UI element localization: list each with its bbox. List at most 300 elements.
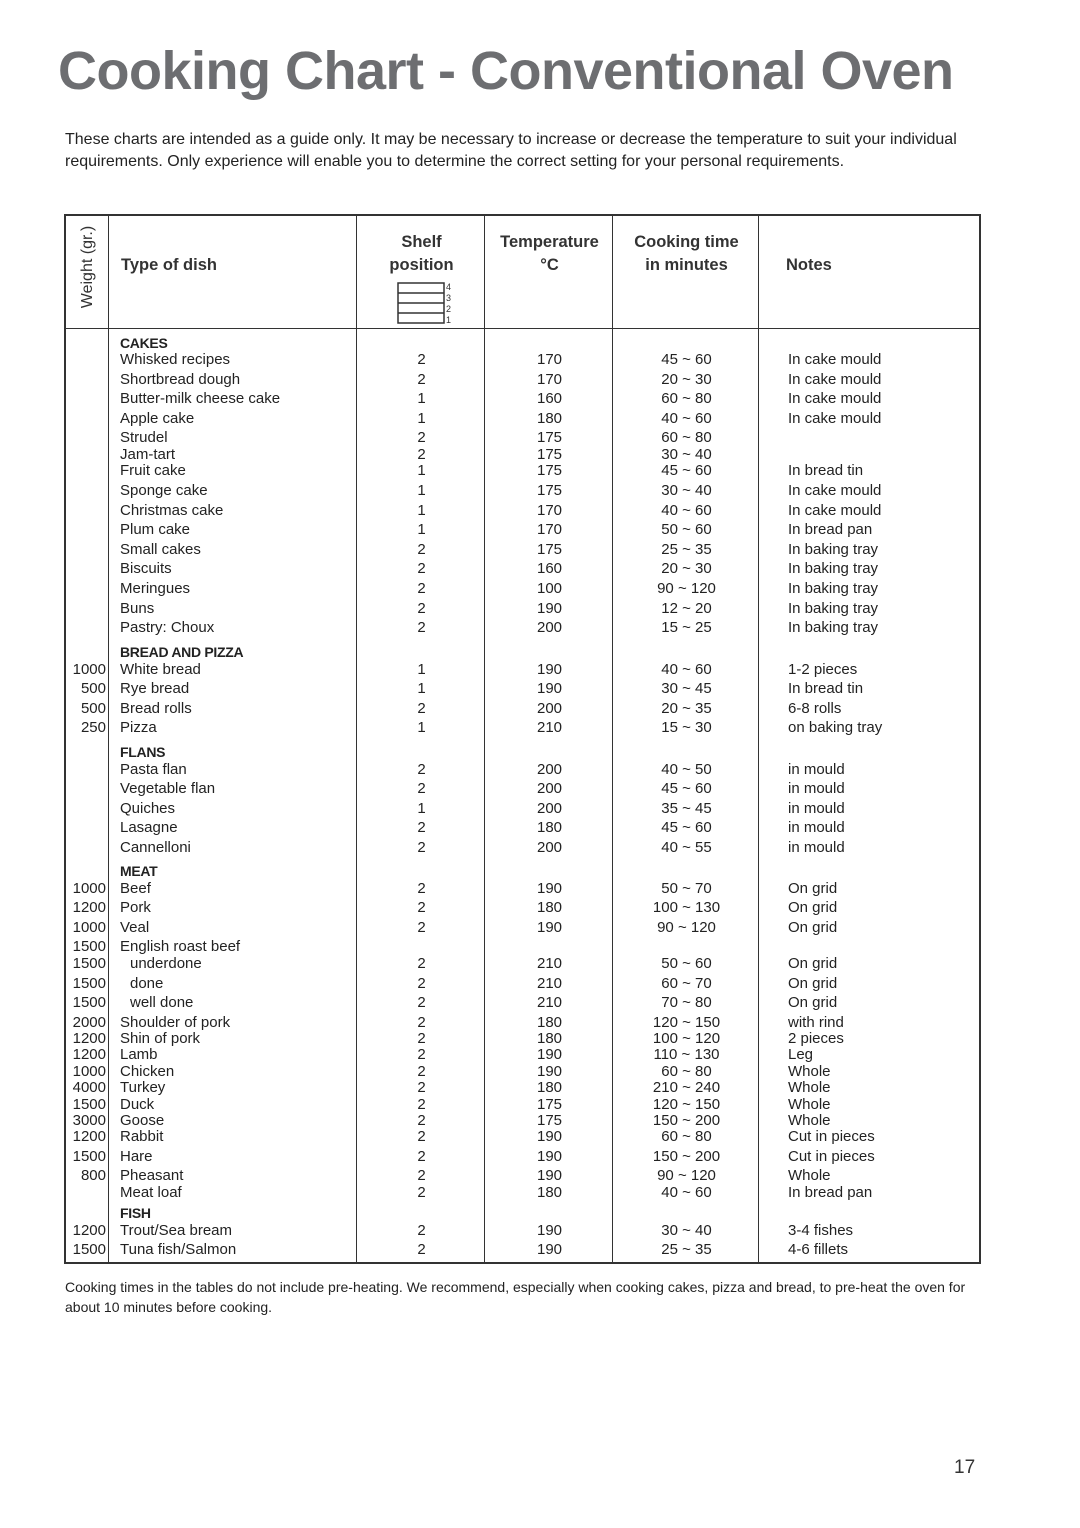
dish-cell: Butter-milk cheese cake: [120, 390, 281, 407]
notes-cell: In baking tray: [788, 580, 879, 597]
temp-cell: 200: [536, 800, 563, 817]
time-cell: 100 ~ 130: [652, 899, 721, 916]
weight-cell: 1500: [72, 1241, 106, 1258]
weight-cell: 1000: [72, 919, 106, 936]
table-row: [66, 919, 979, 937]
notes-cell: In bread tin: [788, 462, 864, 479]
dish-cell: Duck: [120, 1096, 155, 1113]
temp-cell: 210: [536, 994, 563, 1011]
shelf-cell: 2: [417, 1046, 426, 1063]
dish-cell: Bread rolls: [120, 700, 192, 717]
dish-cell: Pizza: [120, 719, 157, 736]
shelf-cell: 2: [417, 429, 426, 446]
header-divider: [66, 328, 979, 329]
table-row: [66, 975, 979, 993]
table-row: [66, 661, 979, 679]
notes-cell: In bread pan: [788, 1184, 873, 1201]
shelf-level-label: 1: [446, 315, 452, 324]
table-row: [66, 1241, 979, 1259]
table-row: [66, 580, 979, 598]
shelf-level-label: 3: [446, 293, 452, 303]
dish-cell: Goose: [120, 1112, 165, 1129]
shelf-header-line1: Shelf: [401, 233, 442, 251]
time-cell: 70 ~ 80: [661, 994, 712, 1011]
notes-cell: on baking tray: [788, 719, 883, 736]
temp-cell: 175: [536, 482, 563, 499]
time-cell: 45 ~ 60: [661, 351, 712, 368]
shelf-cell: 2: [417, 1096, 426, 1113]
time-cell: 45 ~ 60: [661, 780, 712, 797]
notes-cell: in mould: [788, 839, 845, 856]
time-cell: 30 ~ 40: [661, 1222, 712, 1239]
time-cell: 20 ~ 35: [661, 700, 712, 717]
shelf-cell: 2: [417, 880, 426, 897]
time-cell: 20 ~ 30: [661, 560, 712, 577]
shelf-cell: 2: [417, 446, 426, 463]
temp-header-line2: °C: [540, 256, 559, 274]
intro-paragraph: These charts are intended as a guide only. It may be necessary to increase or decrease the temperature to suit your individual requirements. Only experience will enable you to determine the correct setting for your personal requirements.: [65, 131, 957, 170]
notes-cell: in mould: [788, 800, 845, 817]
notes-cell: In baking tray: [788, 560, 879, 577]
temp-cell: 190: [536, 680, 563, 697]
temp-cell: 175: [536, 1096, 563, 1113]
dish-column-header: Type of dish: [121, 256, 217, 274]
time-cell: 40 ~ 60: [661, 1184, 712, 1201]
section-heading-cakes: CAKES: [120, 335, 168, 351]
weight-cell: 1000: [72, 661, 106, 678]
table-row: [66, 560, 979, 578]
notes-cell: Whole: [788, 1063, 831, 1080]
shelf-column-header: [358, 231, 485, 277]
notes-cell: On grid: [788, 975, 838, 992]
table-row: [66, 955, 979, 973]
dish-cell: Pastry: Choux: [120, 619, 215, 636]
shelf-cell: 1: [417, 800, 426, 817]
temp-cell: 180: [536, 1014, 563, 1031]
time-cell: 60 ~ 70: [661, 975, 712, 992]
shelf-cell: 2: [417, 780, 426, 797]
notes-column-header: Notes: [786, 256, 832, 274]
table-row: [66, 600, 979, 618]
temp-cell: 170: [536, 521, 563, 538]
time-cell: 120 ~ 150: [652, 1096, 721, 1113]
temp-cell: 175: [536, 1112, 563, 1129]
notes-cell: In cake mould: [788, 390, 882, 407]
dish-cell: Pork: [120, 899, 151, 916]
dish-cell: Sponge cake: [120, 482, 208, 499]
time-header-line1: Cooking time: [634, 233, 739, 251]
weight-cell: 2000: [72, 1014, 106, 1031]
table-row: [66, 390, 979, 408]
page-number: 17: [954, 1457, 976, 1478]
dish-cell: Biscuits: [120, 560, 172, 577]
notes-cell: On grid: [788, 880, 838, 897]
time-cell: 100 ~ 120: [652, 1030, 721, 1047]
table-row: [66, 502, 979, 520]
shelf-cell: 2: [417, 955, 426, 972]
temp-cell: 210: [536, 955, 563, 972]
page-title: Cooking Chart - Conventional Oven: [58, 41, 954, 101]
time-cell: 90 ~ 120: [657, 1167, 716, 1184]
temp-cell: 180: [536, 899, 563, 916]
dish-cell: Whisked recipes: [120, 351, 231, 368]
dish-cell: Trout/Sea bream: [120, 1222, 232, 1239]
shelf-cell: 1: [417, 661, 426, 678]
notes-cell: Whole: [788, 1079, 831, 1096]
weight-cell: 1200: [72, 1046, 106, 1063]
time-cell: 50 ~ 60: [661, 521, 712, 538]
shelf-header-line2: position: [389, 256, 454, 274]
weight-column-header: Weight (gr.): [79, 225, 96, 309]
dish-cell: Veal: [120, 919, 150, 936]
shelf-levels-icon: [397, 282, 457, 324]
time-cell: 40 ~ 55: [661, 839, 712, 856]
table-row: [66, 351, 979, 369]
notes-cell: 2 pieces: [788, 1030, 844, 1047]
time-cell: 45 ~ 60: [661, 462, 712, 479]
shelf-cell: 2: [417, 1184, 426, 1201]
section-heading-fish: FISH: [120, 1205, 151, 1221]
table-row: [66, 780, 979, 798]
temp-cell: 190: [536, 1167, 563, 1184]
shelf-cell: 1: [417, 502, 426, 519]
temp-cell: 170: [536, 502, 563, 519]
table-row: [66, 839, 979, 857]
notes-cell: in mould: [788, 819, 845, 836]
temp-cell: 175: [536, 429, 563, 446]
time-cell: 35 ~ 45: [661, 800, 712, 817]
time-cell: 30 ~ 40: [661, 482, 712, 499]
shelf-cell: 2: [417, 1128, 426, 1145]
shelf-cell: 2: [417, 371, 426, 388]
section-heading-flans: FLANS: [120, 744, 166, 760]
temp-cell: 180: [536, 1184, 563, 1201]
dish-cell: Pheasant: [120, 1167, 184, 1184]
temp-cell: 170: [536, 351, 563, 368]
table-row: [66, 1128, 979, 1146]
notes-cell: 4-6 fillets: [788, 1241, 849, 1258]
dish-cell: Small cakes: [120, 541, 201, 558]
section-heading-meat: MEAT: [120, 863, 158, 879]
weight-cell: 1200: [72, 1222, 106, 1239]
dish-cell: Fruit cake: [120, 462, 186, 479]
time-cell: 110 ~ 130: [653, 1046, 720, 1063]
time-cell: 50 ~ 60: [661, 955, 712, 972]
table-row: [66, 700, 979, 718]
dish-cell: Christmas cake: [120, 502, 224, 519]
weight-cell: 3000: [72, 1112, 106, 1129]
dish-cell: White bread: [120, 661, 201, 678]
shelf-cell: 2: [417, 1148, 426, 1165]
time-cell: 30 ~ 40: [661, 446, 712, 463]
table-row: [66, 1046, 979, 1064]
shelf-cell: 2: [417, 994, 426, 1011]
temperature-column-header: [486, 231, 613, 277]
shelf-level-label: 4: [446, 282, 452, 292]
notes-cell: Cut in pieces: [788, 1128, 875, 1145]
shelf-cell: 2: [417, 1112, 426, 1129]
shelf-cell: 2: [417, 975, 426, 992]
time-cell: 120 ~ 150: [652, 1014, 721, 1031]
notes-cell: In baking tray: [788, 619, 879, 636]
weight-cell: 1000: [72, 880, 106, 897]
notes-cell: In baking tray: [788, 541, 879, 558]
time-cell: 50 ~ 70: [661, 880, 712, 897]
weight-cell: 1000: [72, 1063, 106, 1080]
time-cell: 60 ~ 80: [661, 390, 712, 407]
dish-cell: Cannelloni: [120, 839, 191, 856]
dish-cell: Jam-tart: [120, 446, 176, 463]
shelf-cell: 2: [417, 1030, 426, 1047]
time-cell: 150 ~ 200: [652, 1148, 721, 1165]
weight-cell: 1200: [72, 899, 106, 916]
dish-cell: English roast beef: [120, 938, 241, 955]
table-row: [66, 1222, 979, 1240]
temp-cell: 190: [536, 600, 563, 617]
notes-cell: In cake mould: [788, 502, 882, 519]
dish-cell: Plum cake: [120, 521, 191, 538]
notes-cell: with rind: [788, 1014, 844, 1031]
shelf-cell: 2: [417, 1167, 426, 1184]
dish-cell: Shin of pork: [120, 1030, 201, 1047]
table-row: [66, 462, 979, 480]
notes-cell: 3-4 fishes: [788, 1222, 854, 1239]
time-cell: 60 ~ 80: [661, 429, 712, 446]
time-cell: 90 ~ 120: [657, 580, 716, 597]
table-row: [66, 482, 979, 500]
shelf-cell: 2: [417, 1014, 426, 1031]
weight-cell: 1200: [72, 1128, 106, 1145]
temp-cell: 200: [536, 780, 563, 797]
table-row: [66, 1148, 979, 1166]
footer-note: Cooking times in the tables do not include pre-heating. We recommend, especially when cooking cakes, pizza and bread, to pre-heat the oven for about 10 minutes before cooking.: [65, 1279, 966, 1315]
table-row: [66, 1167, 979, 1185]
temp-cell: 200: [536, 839, 563, 856]
shelf-cell: 1: [417, 390, 426, 407]
dish-cell: Strudel: [120, 429, 168, 446]
temp-cell: 190: [536, 1241, 563, 1258]
dish-cell: Meat loaf: [120, 1184, 182, 1201]
time-cell: 12 ~ 20: [661, 600, 712, 617]
dish-cell: Meringues: [120, 580, 191, 597]
table-row: [66, 938, 979, 956]
temp-cell: 175: [536, 462, 563, 479]
dish-cell: Tuna fish/Salmon: [120, 1241, 237, 1258]
temp-cell: 190: [536, 1222, 563, 1239]
weight-cell: 1500: [72, 994, 106, 1011]
section-heading-bread: BREAD AND PIZZA: [120, 644, 244, 660]
temp-cell: 180: [536, 819, 563, 836]
temp-cell: 190: [536, 919, 563, 936]
temp-cell: 200: [536, 700, 563, 717]
time-header-line2: in minutes: [645, 256, 728, 274]
temp-cell: 190: [536, 1046, 563, 1063]
shelf-cell: 2: [417, 541, 426, 558]
temp-cell: 210: [536, 719, 563, 736]
dish-cell: Chicken: [120, 1063, 175, 1080]
temp-cell: 190: [536, 661, 563, 678]
notes-cell: In cake mould: [788, 482, 882, 499]
time-cell: 40 ~ 60: [661, 410, 712, 427]
weight-cell: 800: [80, 1167, 106, 1184]
temp-cell: 100: [536, 580, 563, 597]
shelf-cell: 2: [417, 600, 426, 617]
temp-cell: 190: [536, 1148, 563, 1165]
notes-cell: 6-8 rolls: [788, 700, 842, 717]
dish-cell: Quiches: [120, 800, 176, 817]
dish-cell: underdone: [130, 955, 202, 972]
table-row: [66, 521, 979, 539]
shelf-cell: 2: [417, 761, 426, 778]
table-row: [66, 1184, 979, 1202]
notes-cell: Whole: [788, 1112, 831, 1129]
dish-cell: Rabbit: [120, 1128, 164, 1145]
time-cell: 15 ~ 30: [661, 719, 712, 736]
time-cell: 40 ~ 60: [661, 502, 712, 519]
notes-cell: In cake mould: [788, 371, 882, 388]
time-column-header: [614, 231, 759, 277]
notes-cell: On grid: [788, 994, 838, 1011]
dish-cell: Turkey: [120, 1079, 166, 1096]
time-cell: 25 ~ 35: [661, 1241, 712, 1258]
weight-cell: 1200: [72, 1030, 106, 1047]
temp-cell: 160: [536, 560, 563, 577]
time-cell: 90 ~ 120: [657, 919, 716, 936]
notes-cell: On grid: [788, 955, 838, 972]
dish-cell: Hare: [120, 1148, 153, 1165]
dish-cell: Shortbread dough: [120, 371, 241, 388]
time-cell: 210 ~ 240: [652, 1079, 721, 1096]
temp-cell: 180: [536, 410, 563, 427]
shelf-cell: 2: [417, 839, 426, 856]
shelf-level-label: 2: [446, 304, 452, 314]
weight-cell: 4000: [72, 1079, 106, 1096]
shelf-cell: 2: [417, 1222, 426, 1239]
dish-cell: Vegetable flan: [120, 780, 216, 797]
shelf-cell: 2: [417, 899, 426, 916]
dish-cell: Buns: [120, 600, 155, 617]
shelf-cell: 1: [417, 680, 426, 697]
temp-header-line1: Temperature: [500, 233, 599, 251]
table-row: [66, 1079, 979, 1097]
notes-cell: In bread tin: [788, 680, 864, 697]
time-cell: 30 ~ 45: [661, 680, 712, 697]
notes-cell: Cut in pieces: [788, 1148, 875, 1165]
dish-cell: Apple cake: [120, 410, 195, 427]
shelf-cell: 2: [417, 580, 426, 597]
weight-cell: 1500: [72, 1096, 106, 1113]
time-cell: 25 ~ 35: [661, 541, 712, 558]
table-row: [66, 371, 979, 389]
table-row: [66, 680, 979, 698]
notes-cell: in mould: [788, 761, 845, 778]
shelf-cell: 1: [417, 719, 426, 736]
time-cell: 20 ~ 30: [661, 371, 712, 388]
notes-cell: In bread pan: [788, 521, 873, 538]
shelf-cell: 1: [417, 521, 426, 538]
shelf-cell: 2: [417, 919, 426, 936]
table-row: [66, 819, 979, 837]
shelf-cell: 2: [417, 560, 426, 577]
cooking-chart-table: [64, 214, 981, 1264]
temp-cell: 160: [536, 390, 563, 407]
time-cell: 45 ~ 60: [661, 819, 712, 836]
notes-cell: In cake mould: [788, 351, 882, 368]
shelf-cell: 1: [417, 482, 426, 499]
notes-cell: 1-2 pieces: [788, 661, 858, 678]
shelf-cell: 2: [417, 351, 426, 368]
temp-cell: 190: [536, 1063, 563, 1080]
notes-cell: Whole: [788, 1096, 831, 1113]
table-row: [66, 800, 979, 818]
shelf-cell: 2: [417, 1241, 426, 1258]
time-cell: 60 ~ 80: [661, 1128, 712, 1145]
temp-cell: 175: [536, 446, 563, 463]
table-row: [66, 994, 979, 1012]
notes-cell: Leg: [788, 1046, 814, 1063]
notes-cell: In cake mould: [788, 410, 882, 427]
weight-cell: 500: [80, 700, 106, 717]
shelf-cell: 2: [417, 1063, 426, 1080]
table-row: [66, 541, 979, 559]
time-cell: 150 ~ 200: [652, 1112, 721, 1129]
table-row: [66, 761, 979, 779]
notes-cell: in mould: [788, 780, 845, 797]
table-row: [66, 429, 979, 447]
notes-cell: In baking tray: [788, 600, 879, 617]
notes-cell: On grid: [788, 919, 838, 936]
shelf-cell: 2: [417, 819, 426, 836]
table-row: [66, 619, 979, 637]
temp-cell: 190: [536, 1128, 563, 1145]
weight-cell: 250: [80, 719, 106, 736]
shelf-cell: 2: [417, 1079, 426, 1096]
shelf-cell: 1: [417, 410, 426, 427]
table-row: [66, 410, 979, 428]
dish-cell: Lamb: [120, 1046, 158, 1063]
weight-cell: 1500: [72, 955, 106, 972]
weight-cell: 1500: [72, 938, 106, 955]
table-row: [66, 880, 979, 898]
shelf-cell: 1: [417, 462, 426, 479]
time-cell: 40 ~ 50: [661, 761, 712, 778]
table-row: [66, 719, 979, 737]
temp-cell: 170: [536, 371, 563, 388]
dish-cell: Shoulder of pork: [120, 1014, 231, 1031]
table-row: [66, 899, 979, 917]
weight-cell: 1500: [72, 1148, 106, 1165]
dish-cell: well done: [130, 994, 194, 1011]
notes-cell: Whole: [788, 1167, 831, 1184]
dish-cell: Pasta flan: [120, 761, 187, 778]
shelf-cell: 2: [417, 700, 426, 717]
temp-cell: 180: [536, 1079, 563, 1096]
temp-cell: 175: [536, 541, 563, 558]
dish-cell: Rye bread: [120, 680, 190, 697]
time-cell: 40 ~ 60: [661, 661, 712, 678]
dish-cell: Lasagne: [120, 819, 178, 836]
notes-cell: On grid: [788, 899, 838, 916]
shelf-cell: 2: [417, 619, 426, 636]
temp-cell: 180: [536, 1030, 563, 1047]
temp-cell: 200: [536, 619, 563, 636]
time-cell: 60 ~ 80: [661, 1063, 712, 1080]
weight-cell: 1500: [72, 975, 106, 992]
temp-cell: 200: [536, 761, 563, 778]
temp-cell: 190: [536, 880, 563, 897]
dish-cell: Beef: [120, 880, 151, 897]
weight-cell: 500: [80, 680, 106, 697]
